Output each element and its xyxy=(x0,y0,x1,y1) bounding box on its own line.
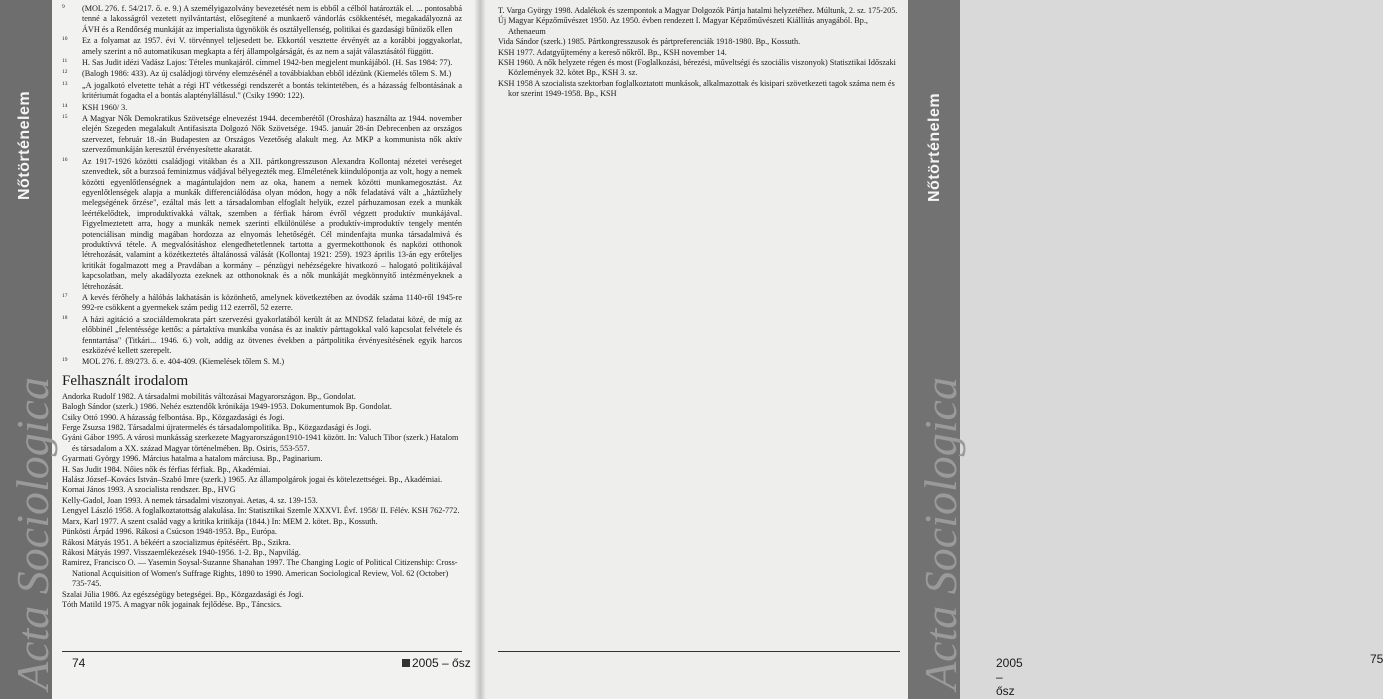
reference-item: Lengyel László 1958. A foglalkoztatottság alakulása. In: Statisztikai Szemle XXXVI. Évf. 1958/ II. Félév. KSH 762-772. xyxy=(62,506,460,516)
issue-text-right: 2005 – ősz xyxy=(996,656,1023,698)
footnote-number: 14 xyxy=(62,102,68,109)
references-list xyxy=(62,392,462,611)
band-subtitle-left: Acta Sociologica xyxy=(7,377,58,690)
footer-rule-right xyxy=(498,651,900,652)
footnote-text: MOL 276. f. 89/273. ő. e. 404-409. (Kiemelések tőlem S. M.) xyxy=(82,357,285,367)
reference-item: Rákosi Mátyás 1951. A békéért a szocializmus építéséért. Bp., Szikra. xyxy=(62,537,291,547)
footnote xyxy=(62,36,462,57)
page-number-right: 75 xyxy=(1370,652,1383,666)
book-gutter xyxy=(474,0,486,699)
references-title: Felhasznált irodalom xyxy=(62,372,189,389)
footnote-number: 18 xyxy=(62,314,68,321)
reference-item: Ramirez, Francisco O. — Yasemin Soysal-Suzanne Shanahan 1997. The Changing Logic of Political Citizenship: Cross-National Acquisition of Women's Suffrage Rights, 1890 to 1990. American Sociological Review, Vol. 62 (October) 735-745. xyxy=(62,558,458,589)
reference-item: Gyáni Gábor 1995. A városi munkásság szerkezete Magyarországon1910-1941 között. In: Valuch Tibor (szerk.) Hatalom és társadalom a XX. század Magyar történelmében. Bp. Osiris, 553-557. xyxy=(62,433,459,453)
footnote-text: KSH 1960/ 3. xyxy=(82,102,128,112)
footnote-text: H. Sas Judit idézi Vadász Lajos: Tételes munkajáról. címmel 1942-ben megjelent munkájából. (H. Sas 1984: 77). xyxy=(82,58,453,68)
footnote-number: 11 xyxy=(62,58,68,65)
footnote-list xyxy=(62,4,462,368)
footnote xyxy=(62,114,462,156)
footnote-number: 15 xyxy=(62,114,68,121)
reference-item: Kelly-Gadol, Joan 1993. A nemek társadalmi viszonyai. Aetas, 4. sz. 139-153. xyxy=(62,495,318,505)
reference-item: Csiky Ottó 1990. A házasság felbontása. Bp., Közgazdasági és Jogi. xyxy=(62,412,285,422)
reference-item: Kornai János 1993. A szocialista rendszer. Bp., HVG xyxy=(62,485,236,495)
footnote xyxy=(62,58,462,68)
footnote-text: A kevés férőhely a hálóbás lakhatásán is közönhető, amelynek következtében az óvodák száma 1140-ről 1945-re 992-re csökkent a gyermekek szám pedig 112 ezerről, 52 ezerre. xyxy=(82,292,462,313)
band-title-left: Nőtörténelem xyxy=(16,90,33,200)
issue-label-left xyxy=(402,656,471,670)
footnote-text: Az 1917-1926 közötti családjogi vitákban és a XII. pártkongresszuson Alexandra Kollontaj nézetei veréseget szenvedtek, sőt a burzsoá feminizmus vádjával bélyegezték meg. Elméletének kiindulópontja az volt, hogy a nemek közötti egyenlőtlenségnek a magántulajdon nem az oka, hanem a nemek közötti munkamegosztást. Az egyenlőtlenségek alapja a munkák differenciálódása olyan módon, hogy a nők feladatává vált a „háztűzhely melegségének őrzése", ezáltal más lett a társadalomban elfoglalt helyük, ezzel párhuzamosan ezek a munkák leértékelődtek, improduktívakká váltak, szemben a férfiak három évről végzett produktív munkájával. Figyelmeztetett arra, hogy a munkák nemek szerinti elkülönülése a produktív-improduktív tengely mentén potenciálisan mindig magában hordozza az elnyomás lehetőségét. Cél mindenfajta munka társadalmivá és produktívvá tétele. A megvalósításhoz elengedhetetlennek tartotta a gyermekotthonok és napközi otthonok létrehozását, valamint a közétkeztetés általánossá válását (Kollontaj 1921: 259). 1923 április 13-án egy erőteljes kritikát fogalmazott meg a Pravdában a kormány – pénzügyi nehézségekre hivatkozó – halogató politikájával kapcsolatban, mely akadályozta ezeknek az otthonoknak és a nők munkáját megkönnyítő intézményeknek a létrehozását. xyxy=(82,156,462,291)
footnote xyxy=(62,315,462,357)
footnote xyxy=(62,293,462,314)
reference-item: H. Sas Judit 1984. Nőies nők és férfias férfiak. Bp., Akadémiai. xyxy=(62,464,271,474)
footnote-number: 13 xyxy=(62,80,68,87)
reference-item: T. Varga György 1998. Adalékok és szempontok a Magyar Dolgozók Pártja hatalmi helyzetéhez. Múltunk, 2. sz. 175-205. xyxy=(498,6,898,15)
footer-rule-left xyxy=(62,651,462,652)
reference-item: Marx, Karl 1977. A szent család vagy a kritika kritikája (1844.) In: MEM 2. kötet. Bp., Kossuth. xyxy=(62,516,378,526)
footnote-number: 17 xyxy=(62,292,68,299)
reference-item: KSH 1958 A szocialista szektorban foglalkoztatott munkások, alkalmazottak és kisipari szövetkezeti tagok száma nem és kor szerint 1949-1958. Bp., KSH xyxy=(498,78,895,99)
footnote-number: 16 xyxy=(62,156,68,163)
footnote-text: „A jogalkotó elvetette tehát a régi HT vétkességi rendszerét a bontás tekintetében, és a házasság felbontásának a kritériumát fogadta el a bontás alapténylállásul." (Csiky 1990: 122). xyxy=(82,80,462,101)
footnote-text: A házi agitáció a szociáldemokrata párt szervezési gyakorlatából került át az MNDSZ feladatai közé, de míg az előbbinél „felentéssége kettős: a pártaktíva munkába vonása és az inaktív párttagokkal való kapcsolat felvétele és fenntartása" (Titkári... 1946. 6.) volt, addig az ötvenes években a pártpolitika érvényesítésének egyik harcos eszközévé kellett szerepelt. xyxy=(82,314,462,355)
footnote-text: (Balogh 1986: 433). Az új családjogi törvény elemzésénél a továbbiakban ebből idézünk (Kiemelés tőlem S. M.) xyxy=(82,69,452,79)
band-subtitle-right: Acta Sociologica xyxy=(915,377,966,690)
left-page xyxy=(0,0,480,699)
footnote-number: 9 xyxy=(62,4,65,10)
reference-item: Rákosi Mátyás 1997. Visszaemlékezések 1940-1956. 1-2. Bp., Napvilág. xyxy=(62,547,301,557)
footnote-number: 19 xyxy=(62,357,68,364)
footnote xyxy=(62,4,462,35)
issue-text-left: 2005 – ősz xyxy=(412,656,471,670)
footnote-text: (MOL 276. f. 54/217. ő. e. 9.) A személyigazolvány bevezetését nem is ebből a célból határozták el. ... pontosabbá tenné a lakosságról vezetett nyilvántartást, elősegítené a munkaerő vándorlás csökkentését, megakadályozná az ÁVH és a Rendőrség munkáját az imperialista ügynökök és osztályellenség, politikai és gazdasági bűnözők ellen xyxy=(82,4,462,34)
reference-item: Tóth Matild 1975. A magyar nők jogainak fejlődése. Bp., Táncsics. xyxy=(62,599,282,609)
reference-item: KSH 1977. Adatgyűjtemény a kereső nőkről. Bp., KSH november 14. xyxy=(498,47,727,57)
square-icon xyxy=(402,659,410,667)
references-list-continued xyxy=(498,6,898,100)
reference-item: Balogh Sándor (szerk.) 1986. Nehéz esztendők krónikája 1949-1953. Dokumentumok Bp. Gondolat. xyxy=(62,402,392,412)
right-text-column xyxy=(498,4,898,100)
left-side-band xyxy=(0,0,58,699)
reference-item: Pünkösti Árpád 1996. Rákosi a Csúcson 1948-1953. Bp., Európa. xyxy=(62,527,277,537)
reference-item: Szalai Júlia 1986. Az egészségügy betegségei. Bp., Közgazdasági és Jogi. xyxy=(62,589,304,599)
footnote-number: 10 xyxy=(62,36,68,43)
footnote xyxy=(62,357,462,367)
reference-item: Vida Sándor (szerk.) 1985. Pártkongresszusok és pártpreferenciák 1918-1980. Bp., Kossuth. xyxy=(498,37,801,47)
page-number-left: 74 xyxy=(72,656,86,670)
footnote-text: Ez a folyamat az 1957. évi V. törvénnyel teljesedett be. Ekkortól vesztette érvényét az a korábbi joggyakorlat, amely szerint a nő automatikusan megkapta a férj állampolgárságát, és az nem a saját választásától függött. xyxy=(82,36,462,56)
reference-item: Új Magyar Képzőművészet 1950. Az 1950. évben rendezett I. Magyar Képzőművészeti Kiállítás anyagából. Bp., Athenaeum xyxy=(498,16,868,36)
reference-item: Andorka Rudolf 1982. A társadalmi mobilitás változásai Magyarországon. Bp., Gondolat. xyxy=(62,391,356,401)
right-page xyxy=(480,0,1383,699)
reference-item: Ferge Zsuzsa 1982. Társadalmi újratermelés és társadalompolitika. Bp., Közgazdasági és Jogi. xyxy=(62,423,372,433)
footnote xyxy=(62,69,462,79)
footnote xyxy=(62,81,462,102)
reference-item: Halász József–Kovács István–Szabó Imre (szerk.) 1965. Az állampolgárok jogai és kötelezettségei. Bp., Akadémiai. xyxy=(62,475,443,485)
footnote-text: A Magyar Nők Demokratikus Szövetsége elnevezést 1944. decemberétől (Orosháza) használta az 1944. november elején Szegeden megalakult Antifasiszta Dolgozó Nők Szövetsége. 1945. január 28-án Debrecenben az országos szervezet, február 18.-án Budapesten az Országos Vezetőség alakult meg. Az MKP a kommunista nők aktív szervezőmunkáján keresztül érvényesítette akaratát. xyxy=(82,114,462,155)
footnote-number: 12 xyxy=(62,69,68,76)
left-text-column xyxy=(62,4,462,610)
band-title-right: Nőtörténelem xyxy=(926,92,943,202)
footnote xyxy=(62,103,462,113)
reference-item: Gyarmati György 1996. Március hatalma a hatalom márciusa. Bp., Paginarium. xyxy=(62,454,323,464)
footnote xyxy=(62,157,462,292)
issue-label-right xyxy=(996,656,1023,698)
right-side-band xyxy=(908,0,966,699)
reference-item: KSH 1960. A nők helyzete régen és most (Foglalkozási, bérezési, műveltségi és szociális viszonyok) Statisztikai Időszaki Közlemények 32. kötet Bp., KSH 3. sz. xyxy=(498,58,896,78)
